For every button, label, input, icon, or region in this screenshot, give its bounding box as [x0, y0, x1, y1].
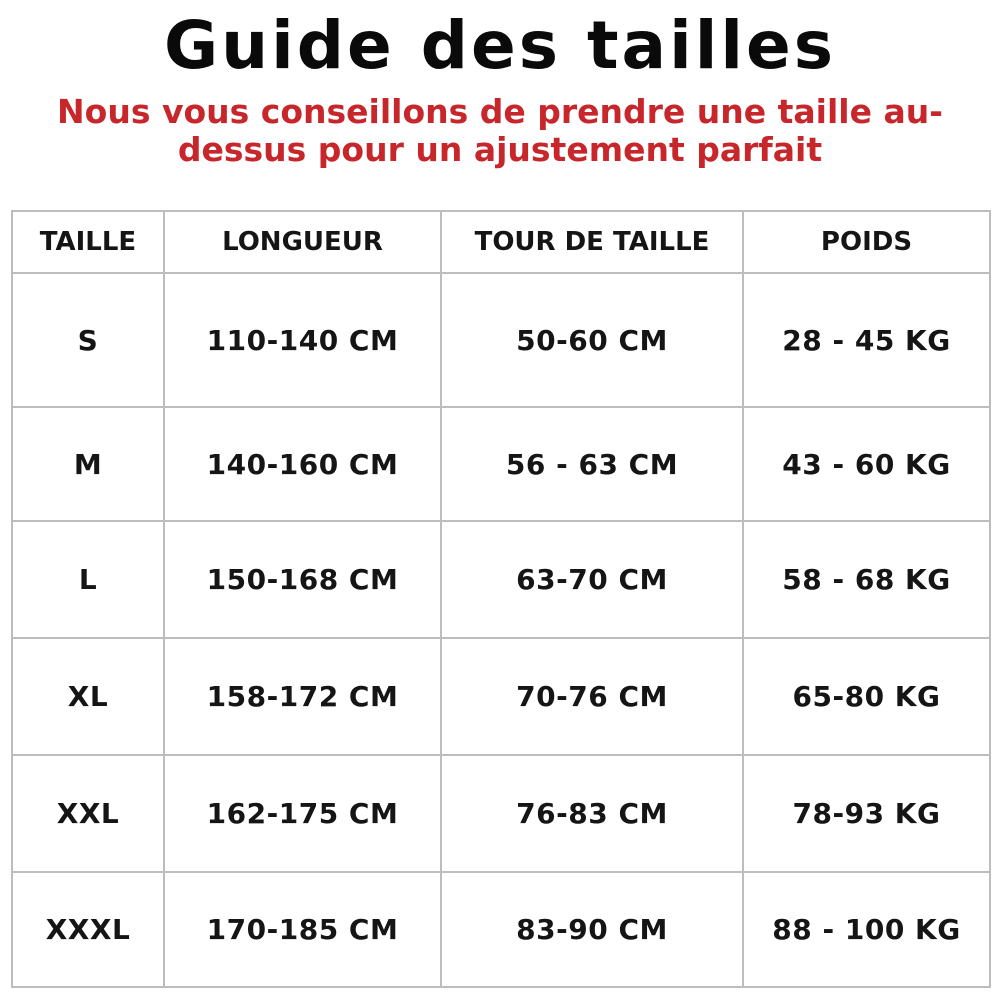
waist-cell: 70-76 CM	[441, 638, 743, 755]
weight-cell: 58 - 68 KG	[743, 521, 990, 638]
weight-cell: 65-80 KG	[743, 638, 990, 755]
length-cell: 170-185 CM	[164, 872, 441, 987]
table-header-row	[12, 211, 990, 273]
size-advice-subtitle: Nous vous conseillons de prendre une taille au-dessus pour un ajustement parfait	[57, 92, 943, 169]
size-cell: S	[12, 273, 164, 407]
table-row	[12, 872, 990, 987]
page-title: Guide des tailles	[163, 7, 837, 84]
header-tour-de-taille: TOUR DE TAILLE	[441, 211, 743, 273]
waist-cell: 56 - 63 CM	[441, 407, 743, 521]
length-cell: 158-172 CM	[164, 638, 441, 755]
length-cell: 162-175 CM	[164, 755, 441, 872]
table-row	[12, 273, 990, 407]
size-cell: M	[12, 407, 164, 521]
table-row	[12, 407, 990, 521]
weight-cell: 78-93 KG	[743, 755, 990, 872]
table-row	[12, 638, 990, 755]
header-taille: TAILLE	[12, 211, 164, 273]
weight-cell: 28 - 45 KG	[743, 273, 990, 407]
size-cell: XXL	[12, 755, 164, 872]
header-poids: POIDS	[743, 211, 990, 273]
length-cell: 140-160 CM	[164, 407, 441, 521]
size-cell: L	[12, 521, 164, 638]
table-row	[12, 521, 990, 638]
weight-cell: 88 - 100 KG	[743, 872, 990, 987]
length-cell: 150-168 CM	[164, 521, 441, 638]
table-row	[12, 755, 990, 872]
waist-cell: 50-60 CM	[441, 273, 743, 407]
size-cell: XXXL	[12, 872, 164, 987]
waist-cell: 63-70 CM	[441, 521, 743, 638]
header-longueur: LONGUEUR	[164, 211, 441, 273]
size-cell: XL	[12, 638, 164, 755]
weight-cell: 43 - 60 KG	[743, 407, 990, 521]
length-cell: 110-140 CM	[164, 273, 441, 407]
waist-cell: 83-90 CM	[441, 872, 743, 987]
size-chart-table	[11, 210, 991, 988]
waist-cell: 76-83 CM	[441, 755, 743, 872]
